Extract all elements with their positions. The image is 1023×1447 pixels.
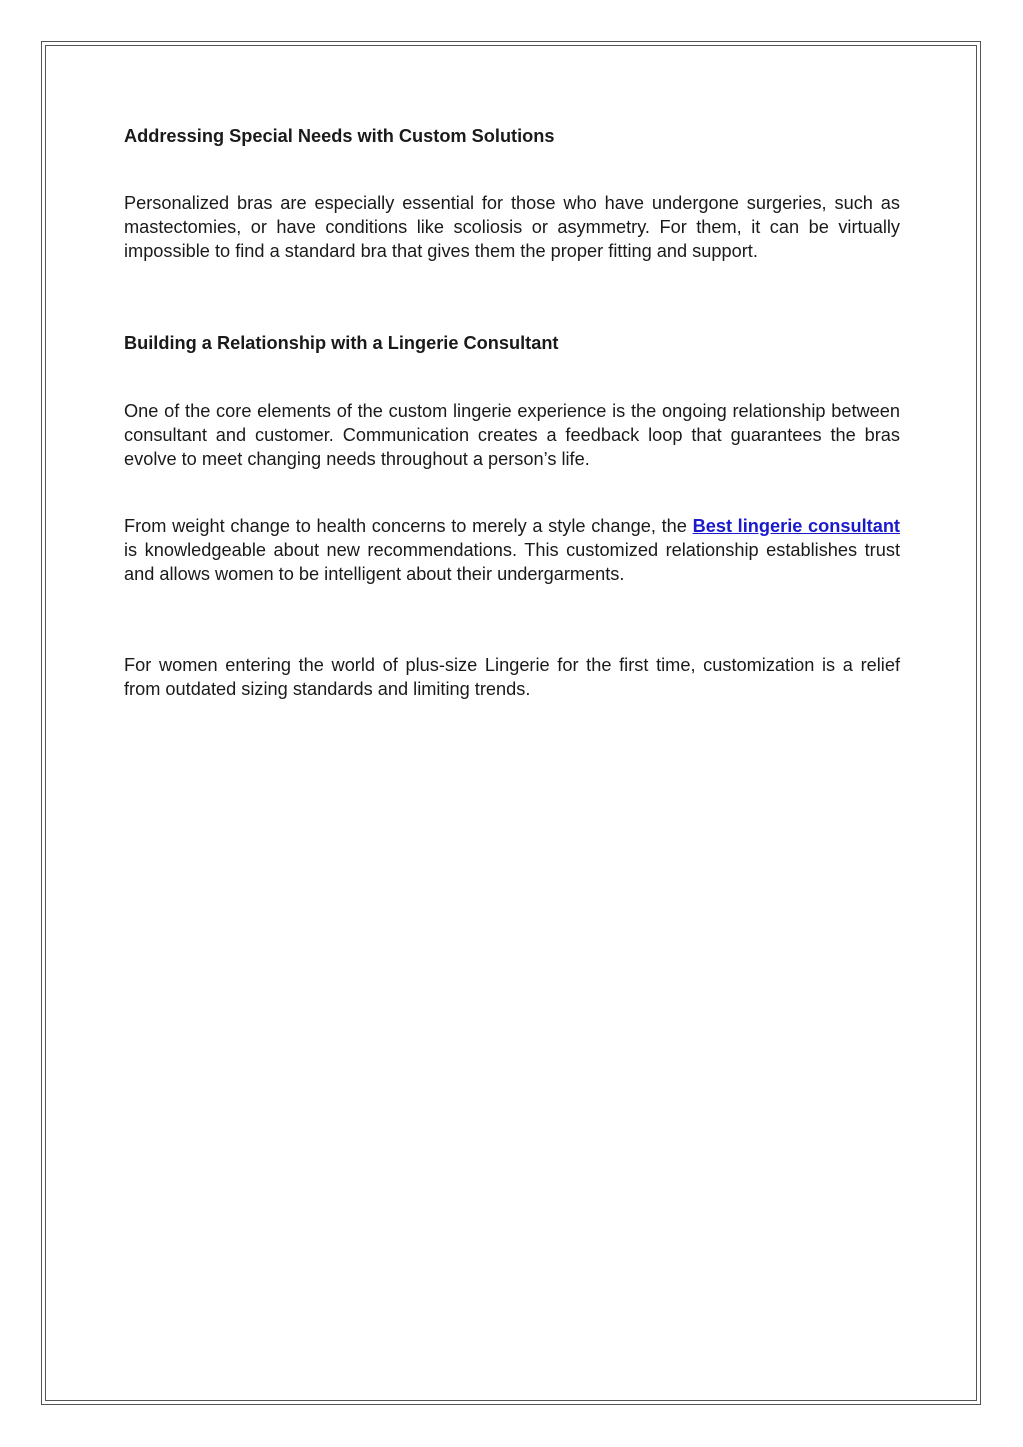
best-lingerie-consultant-link[interactable]: Best lingerie consultant: [692, 516, 900, 536]
paragraph-text-after-link: is knowledgeable about new recommendations. This customized relationship establishes trust and allows women to be intelligent about their undergarments.: [124, 540, 900, 584]
section-heading-special-needs: Addressing Special Needs with Custom Solutions: [124, 126, 555, 146]
section-heading-relationship: Building a Relationship with a Lingerie Consultant: [124, 333, 559, 353]
paragraph-personalized-bras: Personalized bras are especially essential for those who have undergone surgeries, such as mastectomies, or have conditions like scoliosis or asymmetry. For them, it can be virtually impossible to find a standard bra that gives them the proper fitting and support.: [124, 193, 900, 261]
paragraph-weight-change: [124, 514, 900, 586]
paragraph-core-elements: One of the core elements of the custom lingerie experience is the ongoing relationship between consultant and customer. Communication creates a feedback loop that guarantees the bras evolve to meet changing needs throughout a person’s life.: [124, 401, 900, 469]
paragraph-text-before-link: From weight change to health concerns to merely a style change, the: [124, 516, 693, 536]
paragraph-plus-size: For women entering the world of plus-size Lingerie for the first time, customization is a relief from outdated sizing standards and limiting trends.: [124, 655, 900, 699]
